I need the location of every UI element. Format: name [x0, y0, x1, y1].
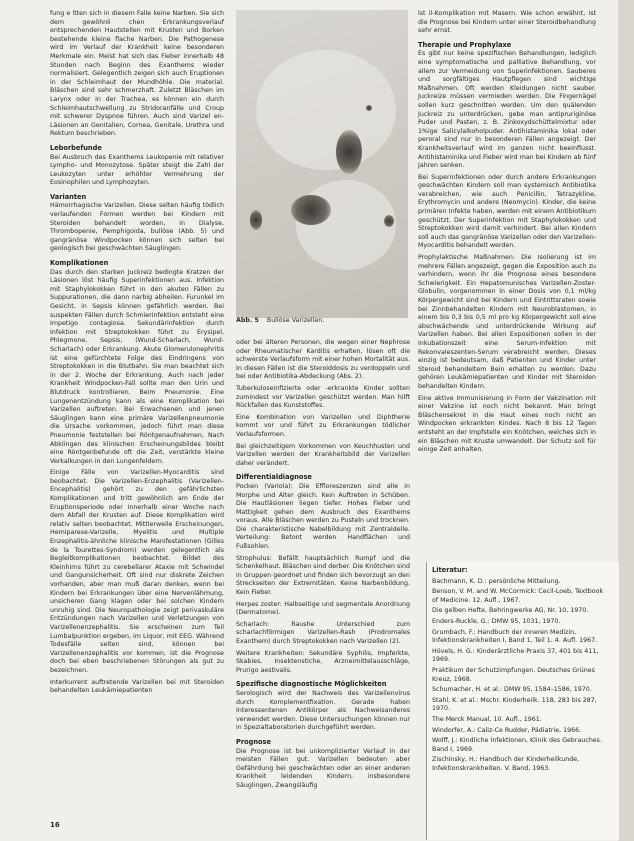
paragraph: Strophulus: Befällt hauptsächlich Rumpf und die Schenkelhaut. Bläschen sind derber. Die Knötchen sind in Gruppen geordnet und finden sich bevorzugt an den Streckseiten der Extremitäten. Keine Narbenbildung. Kein Fieber.	[236, 554, 410, 597]
section-heading: Differentialdiagnose	[236, 473, 312, 482]
figure-bullous-varicella-photo	[236, 10, 408, 318]
figure-caption	[236, 317, 410, 325]
literature-item: Bachmann, K. D.: persönliche Mitteilung.	[432, 577, 561, 585]
literature-item: Grumbach, F.: Handbuch der inneren Medizin, Infektionskrankheiten I, Band 1, Teil 1. 4. Aufl. 1967.	[432, 628, 598, 645]
literature-item: Praktikum der Schutzimpfungen. Deutsches Grünes Kreuz, 1968.	[432, 666, 595, 683]
section-heading: Leborbefunde	[50, 143, 102, 152]
section-heading: Varianten	[50, 192, 87, 201]
text-column-right	[418, 10, 596, 455]
paragraph: Eine aktive Immunisierung in Form der Vakzination mit einer Vakzine ist noch nicht bekannt. Man bringt Bläschensekret in die Haut eines noch nicht an Windpocken erkrankten Kindes. Nach 8 bis 12 Tagen entsteht an der Impfstelle ein Knötchen, welches sich in ein Bläschen mit Kruste umwandelt. Der Schutz soll für einige Zeit anhalten.	[418, 394, 596, 454]
paragraph: lst il-Komplikation mit Masern. Wie schon erwähnt, ist die Prognose bei Kindern unter einer Steroidbehandlung sehr ernst.	[418, 10, 596, 35]
paragraph: Prophylaktische Maßnahmen: Die Isolierung ist im mehrere Fällen angezeigt, gegen die Exposition auch zu verhindern, wenn ihr die Prognose eines besondere Schwierigkeit. Ein Hepatomunisches Varizellen-Zoster-Globulin, vorgenommen in einer Dosis von 0,1 ml/kg Körpergewicht sind bei Kindern und Eintrittsraten sowie bei Zinnbehandelten Kindern mit Neuroblastomen, in einem bis 0,3 bis 0,5 ml pro kg Körpergewicht soll eine abschwächende und unterdrückende Wirkung auf Varizellen haben. Bei allen Expositionen sollen in der Inkubationszeit eine Serum-Infektion mit Rekonvaleszenten-Serum verabreicht werden. Dieses einzig ist bedeutsam, daß Patienten und Kinder unter Steroid behandeltem Bein erhalten zu werden. Dazu gehören Leukämiepatienten und Kinder mit Steroiden behandelten Kindern.	[418, 254, 596, 390]
literature-item: Hövels, H. G.: Kinderärztliche Praxis 37, 401 bis 411, 1969.	[432, 647, 599, 664]
paragraph: Herpes zoster: Halbseitige und segmentale Anordnung (Dermatome).	[236, 600, 410, 617]
section-heading: Prognose	[236, 737, 271, 746]
literature-item: Zischinsky, H.: Handbuch der Kinderheilkunde, Infektionskrankheiten. V. Band, 1963.	[432, 756, 580, 772]
literature-item: The Merck Manual, 10. Aufl., 1961.	[432, 715, 542, 723]
paragraph: Scharlach: Raushe Unterschied zum scharlachförmigen Varizellen-Rash (Prodromales Exanthem) durch Streptokokken nach Varizellen (2).	[236, 620, 410, 645]
literature-heading: Literatur:	[432, 566, 468, 574]
paragraph: Pocken (Variola): Die Effloreszenzen sind alle in Morphe und Alter gleich. Kein Auftreten in Schüben. Die Hautläsionen liegen tiefer. Hohes Fieber und Mattigkeit gehen dem Ausbruch des Exanthems voraus. Alle Bläschen werden zu Pusteln und trocknen. Die charakteristische Nabelbildung mit Zentraldelle. Verteilung: Betont werden Handflächen und Fußsohlen.	[236, 482, 410, 551]
literature-item: Enders-Ruckle, G.: DMW 95, 1031, 1970.	[432, 617, 561, 625]
paragraph: fung e ltten sich in diesem Falle keine Narben. Sie sich dem gewöhnli chen Erkrankungsverlauf entsprechenden Hautstellen mit Krusten und Borken bestehende kleine flache Narben. Die Pathogenese wird im Verlauf der Krankheit keine besonderen Merkmale ein. Meist hat sich das Fieber innerhalb 48 Stunden nach Beginn des Exanthems wieder normalisiert. Gelegentlich zeigen sich auch Eruptionen in der Schleimhaut der Mundhöhle. Die material. Bläschen sind sehr schmerzhaft. Zuletzt Bläschen im Larynx oder in der Trachea, es können ein durch Schleimhautschwellung zu Stridoranfälle und Croup mit schwerer Dyspnoe führen. Auch sind Varizel en-Läsionen an Genitalien, Cornea, Genitale, Urethra und Rektum beschrieben.	[50, 10, 224, 138]
paragraph: Weitere Krankheiten: Sekundäre Syphilis, Impferkte, Skabies, Insektenstiche, Arzneimittelausschläge, Prurigo aestivalis.	[236, 649, 410, 674]
paragraph: Bei Ausbruch des Exanthems Leukopenie mit relativer Lympho- und Monozytose. Später steigt die Zahl der Leukozyten unter erhöhter Vermehrung der Eosinophilen und Lymphozyten.	[50, 153, 224, 187]
caption-text: Bullöse Varizellen.	[266, 317, 325, 324]
section-heading: Therapie und Prophylaxe	[418, 40, 512, 49]
text-column-left	[50, 10, 224, 696]
paragraph: Hämorrhagische Varizellen. Diese selten häufig tödlich verlaufenden Formen werden bei Kindern mit Steroiden behandelt worden, in Dialyse, Thrombopenie, Pemphigoida, bullöse (Abb. 5) und gangränöse Windpocken können sich selten bei geologisch bei geschwächten Säuglingen.	[50, 202, 224, 253]
section-heading: Komplikationen	[50, 259, 109, 268]
paragraph: Serologisch wird der Nachweis des Varizellenvirus durch Komplementfixation. Gerade haben Interessentenen Antikörper als Nachweisanderes verwendet werden. Diese Untersuchungen können nur in Spezialtaboratorien durchgeführt werden.	[236, 689, 410, 732]
paragraph: Bei Superinfektionen oder durch andere Erkrankungen geschwächten Kindern soll man systemisch Antibiotika verabreichen, wie auch Penicillin, Tetrazykline, Erythromycin und andere (Neomycin). Kinder, die keine primären Infekte haben, werden mit einem Antibiotikum geschützt. Der Superinfektion mit Staphylokokken und Streptokokken wird damit verhindert. Bei allen Kindern soll auch das gangränöse Varizellen oder den Varizellen-Myocarditis behandelt werden.	[418, 173, 596, 250]
literature-item: Benson, V. M. and W. McCormick: Cecil-Loeb, Textbook of Medicine. 12. Aufl., 1967.	[432, 588, 604, 604]
paragraph: Das durch den starken Juckreiz bedingte Kratzen der Läsionen löst häufig Superinfektionen aus. Infektion mit Staphylokokken führt in den akuten Fällen zu Suppurationen, die dann narbig abheilen. Furunkel im Gesicht, in Sepsis können gefährlich werden. Bei suspekten Fällen durch Schmierinfektion entsteht eine Impetigo contagiosa. Sekundärinfektion durch Infektion mit Streptokokken führt zu Erysipel, Phlegmone, Sepsis, (Wund-Scharlach, Wund-Scharlach) oder Erkrankung. Akute Glomerulonephritis ist eine gefürchtete Folge des Eindringens von Streptokokken in die Blutbahn. Sie man beachtet sich in der 2. Woche der Erkrankung. Auch nach jeder Krankheit Windpocken-Fall sollte man den Urin und Blutdruck kontrollieren. Beim Pneumonie. Eine Lungenentzündung kann als eine Komplikation bei Varizellen auftreten. Bei Erwachsenen und jenen Säuglingen kann eine primäre Varizellenpneumonie die Ursache vorkommen, jedoch führt man diese Pneumonie feststellen bei Röntgenaufnahmen, Nach Abklingen des klinischen Erscheinungsbildes bleibt eine Röntgenbefunde oft die Zeit, verstärkte kleine Verkalkungen in den Lungenfeldern.	[50, 268, 224, 465]
literature-item: Windorfer, A.: Caliz-Ce Rudder, Pädiatrie, 1966.	[432, 726, 582, 734]
literature-item: Wolff, J.: Kindliche Infektionen, Klinik des Gebrauches. Band I, 1969.	[432, 737, 602, 753]
paragraph: Tuberkuloseinfizierte oder -erkrankte Kinder sollten zumindest vor Varizellen geschützt werden. Man hilft Rückfallen des Kunststoffes.	[236, 384, 410, 410]
text-column-middle	[236, 339, 410, 791]
paragraph: oder bei älteren Personen, die wegen einer Nephrose oder Rheumatischer Karditis erhalten, lösen oft die schwerste Verlaufsform mit einer hohen Mortalität aus. In diesen Fällen ist die Steroiddosis zu verdoppeln und bei oder Antibiotika-Abdeckung (Abs. 2).	[236, 339, 410, 381]
page-edge-shadow	[618, 0, 634, 841]
paragraph: Bei gleichzeitigem Vorkommen von Keuchhusten und Varizellen werden der Krankheitsbild der Varizellen daher verändert.	[236, 442, 410, 467]
section-heading: Spezifische diagnostische Möglichkeiten	[236, 680, 387, 689]
literature-item: Die gelben Hefte, Behringwerke AG, Nr. 10, 1970.	[432, 607, 589, 615]
caption-label: Abb. 5	[236, 317, 259, 324]
paragraph: Die Prognose ist bei unkomplizierter Verlauf in der meisten Fällen gut. Varizellen bedeuten aber Gefährdung bei geschwächten oder an einer anderen Krankheit leidenden Kindern, insbesondere Säuglingen, Zwangsläufig	[236, 747, 410, 789]
literature-item: Stahl, K. et al.: Mschr. Kinderheilk. 118, 283 bis 287, 1970.	[432, 696, 597, 713]
literature-list	[432, 566, 608, 775]
paragraph: Es gibt nur keine spezifischen Behandlungen, lediglich eine symptomatische und palliative Behandlung, vor allem zur Vermeidung von Superinfektionen. Sauberes und sorgfältiges Hautpflegen sind wichtige Maßnahmen. Oft werden Kleidungen nicht sauber. Juckreize müssen vermieden werden. Die Fingernägel sollen kurz geschnitten werden. Um den quälenden Juckreiz zu unterdrücken, gebe man antipruriginöse Puder und Pasten, z. B. Zinkoxydschüttelmixtur oder 1%ige Salicylalkoholpuder. Antihistaminika lokal oder peroral sind nur in besonderen Fällen angezeigt. Der Krankheitsverlauf wird im ganzen nicht beeinflusst. Antihistaminika und Fieber wird man bei Kindern ab fünf Jahren senken.	[418, 50, 596, 170]
paragraph: Interkurrent auftretende Varizellen bei mit Steroiden behandelten Leukämiepatienten	[50, 678, 224, 695]
paragraph: Einige Fälle von Varizellen-Myocarditis sind beobachtet. Die Varizellen-Enzephalitis (Varizellen-Encephalitis) gehört zu den gefährlichsten Komplikationen und tritt gewöhnlich am Ende der Eruptionsperiode oder innerhalb einer Woche nach dem Abfall der Krusten auf. Diese Komplikation wird relativ selten beobachtet. Mittlerweile Erscheinungen, Hemiparese-Varizelle, Myelitis und Multiple Enzephalitis-ähnliche klinische Manifestationen (Gilles de la Tourettes-Syndrom) werden gelegentlich als Begleitkomplikationen beobachtet. Bildet des Kleinhirns führt zu cerebellarer Ataxie mit Schwindel und Gangunsicherheit. Oft sind nur diskrete Zeichen vorhanden, aber man muß daran denken, wenn bei Kindern bei Erkrankungen über eine Nervenlähmung, unsicheren Gang klagen oder bei solchen Kindern unruhig sind. Die Neuropathologie zeigt perivaskuläre Entzündungen nach Varizellen und Verletzungen von Varizellenenzephalitis. Sie erscheinen zum Teil Lumbalpunktion ergeben, im Liquor, mit EEG. Während Todesfälle selten sind, können bei Varizellenenzephalitis vor kommen, ist die Prognose doch bei eben beschriebenen Störungen als gut zu bezeichnen.	[50, 469, 224, 674]
page-number: 16	[50, 821, 60, 829]
paragraph: Eine Kombination von Varizellen und Diphtherie kommt vor und führt zu Erkrankungen tödlicher Verlaufsformen.	[236, 413, 410, 438]
literature-item: Schumacher, H. et al.: DMW 95, 1584–1586, 1970.	[432, 686, 592, 694]
